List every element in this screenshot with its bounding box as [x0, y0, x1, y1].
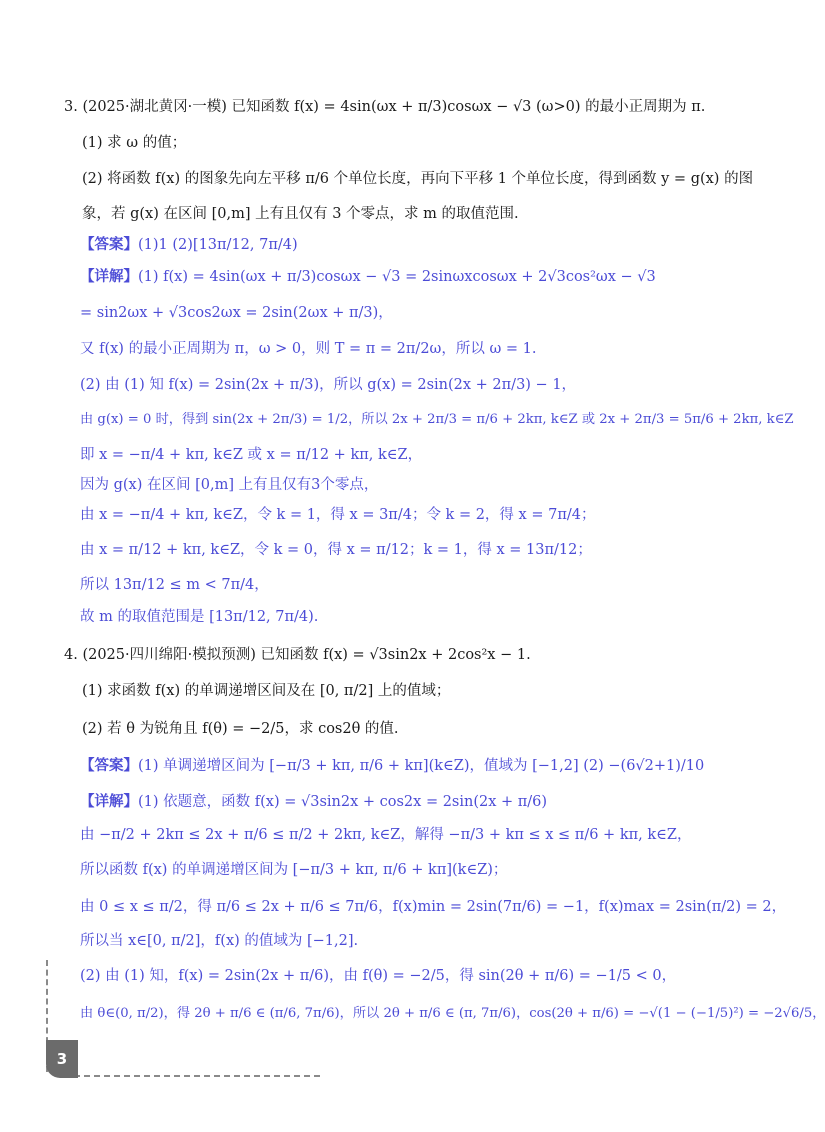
problem-3-detail-line-10: 所以 13π/12 ≤ m < 7π/4， [80, 577, 269, 593]
detail-tag: 【详解】 [80, 793, 138, 810]
problem-4-detail-line-4: 由 0 ≤ x ≤ π/2，得 π/6 ≤ 2x + π/6 ≤ 7π/6，f(x)min = 2sin(7π/6) = −1，f(x)max = 2sin(π/2) = 2， [80, 899, 787, 915]
problem-3-detail-line-1 [80, 268, 740, 286]
problem-3-detail-line-11: 故 m 的取值范围是 [13π/12, 7π/4). [80, 609, 319, 625]
problem-3-detail-line-7: 因为 g(x) 在区间 [0,m] 上有且仅有3个零点， [80, 477, 379, 493]
problem-4-detail-line-5: 所以当 x∈[0, π/2]，f(x) 的值域为 [−1,2]. [80, 933, 359, 949]
problem-3-question-2-line-2: 象，若 g(x) 在区间 [0,m] 上有且仅有 3 个零点，求 m 的取值范围. [82, 206, 519, 222]
problem-3-detail-line-3: 又 f(x) 的最小正周期为 π，ω > 0，则 T = π = 2π/2ω，所以 ω = 1. [80, 341, 537, 357]
problem-3-detail-line-9: 由 x = π/12 + kπ, k∈Z，令 k = 0，得 x = π/12；k = 1，得 x = 13π/12； [80, 542, 592, 558]
problem-4-detail-line-6: (2) 由 (1) 知，f(x) = 2sin(2x + π/6)，由 f(θ) = −2/5，得 sin(2θ + π/6) = −1/5 < 0， [80, 968, 677, 984]
page-border-dashed-horizontal [74, 1075, 320, 1077]
problem-3-answer [80, 236, 740, 254]
problem-3-detail-line-2: = sin2ωx + √3cos2ωx = 2sin(2ωx + π/3)， [80, 305, 393, 321]
answer-text: (1) 单调递增区间为 [−π/3 + kπ, π/6 + kπ](k∈Z)，值域为 [−1,2] (2) −(6√2+1)/10 [138, 758, 705, 774]
problem-3-stem: 3. (2025·湖北黄冈·一模) 已知函数 f(x) = 4sin(ωx + π/3)cosωx − √3 (ω>0) 的最小正周期为 π. [64, 99, 706, 115]
problem-4-question-1: (1) 求函数 f(x) 的单调递增区间及在 [0, π/2] 上的值域； [82, 683, 451, 699]
problem-3-detail-line-8: 由 x = −π/4 + kπ, k∈Z，令 k = 1，得 x = 3π/4；令 k = 2，得 x = 7π/4； [80, 507, 596, 523]
problem-3-question-2-line-1: (2) 将函数 f(x) 的图象先向左平移 π/6 个单位长度，再向下平移 1 个单位长度，得到函数 y = g(x) 的图 [82, 171, 754, 187]
detail-text: (1) 依题意，函数 f(x) = √3sin2x + cos2x = 2sin(2x + π/6) [138, 794, 548, 810]
answer-text: (1)1 (2)[13π/12, 7π/4) [138, 237, 298, 253]
problem-4-question-2: (2) 若 θ 为锐角且 f(θ) = −2/5，求 cos2θ 的值. [82, 721, 399, 737]
problem-3-detail-line-6: 即 x = −π/4 + kπ, k∈Z 或 x = π/12 + kπ, k∈Z， [80, 447, 423, 463]
page-number-tab [46, 1040, 78, 1078]
detail-text: (1) f(x) = 4sin(ωx + π/3)cosωx − √3 = 2sinωxcosωx + 2√3cos²ωx − √3 [138, 269, 656, 285]
problem-3-question-1: (1) 求 ω 的值； [82, 135, 187, 151]
problem-4-answer [80, 757, 740, 775]
detail-tag: 【详解】 [80, 268, 138, 285]
answer-tag: 【答案】 [80, 236, 138, 253]
page-number: 3 [56, 1050, 68, 1068]
problem-4-detail-line-3: 所以函数 f(x) 的单调递增区间为 [−π/3 + kπ, π/6 + kπ](k∈Z)； [80, 862, 508, 878]
problem-4-detail-line-1 [80, 793, 740, 811]
problem-4-detail-line-7: 由 θ∈(0, π/2)，得 2θ + π/6 ∈ (π/6, 7π/6)，所以 2θ + π/6 ∈ (π, 7π/6)，cos(2θ + π/6) = −√(1 − (−1/5)²) = −2√6/5， [80, 1006, 825, 1021]
problem-4-detail-line-2: 由 −π/2 + 2kπ ≤ 2x + π/6 ≤ π/2 + 2kπ, k∈Z，解得 −π/3 + kπ ≤ x ≤ π/6 + kπ, k∈Z， [80, 827, 692, 843]
answer-tag: 【答案】 [80, 757, 138, 774]
problem-3-detail-line-5: 由 g(x) = 0 时，得到 sin(2x + 2π/3) = 1/2，所以 2x + 2π/3 = π/6 + 2kπ, k∈Z 或 2x + 2π/3 = 5π/6 + 2kπ, k∈Z [80, 412, 794, 427]
problem-4-stem: 4. (2025·四川绵阳·模拟预测) 已知函数 f(x) = √3sin2x + 2cos²x − 1. [64, 647, 531, 663]
problem-3-detail-line-4: (2) 由 (1) 知 f(x) = 2sin(2x + π/3)，所以 g(x) = 2sin(2x + 2π/3) − 1， [80, 377, 577, 393]
